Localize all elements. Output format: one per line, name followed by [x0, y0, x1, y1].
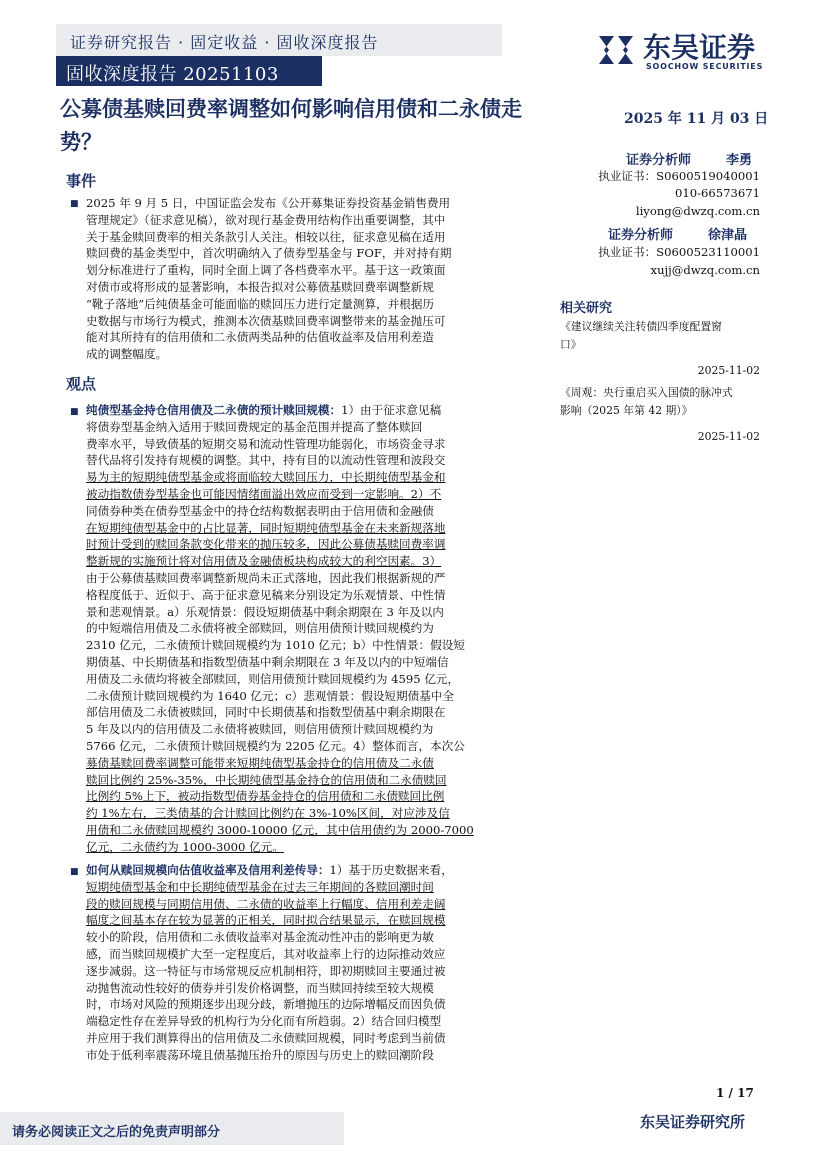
view-2-text: 段的赎回规模与同期信用债、二永债的收益率上行幅度、信用利差走阔 [86, 896, 446, 911]
view-1-bullet-icon: ■ [70, 407, 79, 417]
view-2-line [86, 912, 548, 929]
view-1-text: 用债及二永债均将被全部赎回，则信用债预计赎回规模约为 4595 亿元， [86, 671, 460, 686]
event-paragraph-line [86, 262, 548, 279]
related-item-2[interactable] [560, 384, 770, 420]
view-2-bullet-icon: ■ [70, 867, 79, 877]
view-2-text: 较小的阶段，信用债和二永债收益率对基金流动性冲击的影响更为敏 [86, 930, 434, 945]
analyst-1-phone: 010-66573671 [674, 186, 760, 200]
event-paragraph-line [86, 346, 548, 363]
related-item-1-line-1: 《建议继续关注转债四季度配置窗 [560, 320, 722, 333]
view-1-text: 同债券种类在债券型基金中的持仓结构数据表明由于信用债和金融债 [86, 503, 434, 518]
view-1-text: 格程度低于、近似于、高于征求意见稿来分别设定为乐观情景、中性情 [86, 587, 446, 602]
view-2-text: 时，市场对风险的预期逐步出现分歧，新增抛压的边际增幅反而因负债 [86, 997, 446, 1012]
view-1-line [86, 503, 548, 520]
related-item-1[interactable] [560, 318, 770, 354]
view-1-text: 整新规的实施预计将对信用债及金融债板块构成较大的利空因素。3） [86, 554, 442, 569]
view-1-line [86, 772, 548, 789]
view-1-text: 1）由于征求意见稿 [341, 403, 442, 417]
view-2-text: 端稳定性存在差异导致的机构行为分化而有所趋弱。2）结合回归模型 [86, 1014, 442, 1029]
event-paragraph-text: 2025 年 9 月 5 日，中国证监会发布《公开募集证券投资基金销售费用 [86, 196, 451, 210]
view-1-text: 募债基赎回费率调整可能带来短期纯债型基金持仓的信用债及二永债 [86, 755, 434, 770]
view-1-line [86, 637, 548, 654]
view-1-text: 由于公募债基赎回费率调整新规尚未正式落地，因此我们根据新规的严 [86, 570, 446, 585]
view-1-line [86, 570, 548, 587]
view-1-text: 替代品将引发持有规模的调整。其中，持有目的以流动性管理和波段交 [86, 453, 446, 468]
view-2-text: 市处于低利率震荡环境且债基抛压抬升的原因与历史上的赎回潮阶段 [86, 1047, 434, 1062]
view-1-line [86, 704, 548, 721]
view-1-line [86, 788, 548, 805]
view-1-line [86, 755, 548, 772]
view-1-line [86, 587, 548, 604]
view-1-line [86, 738, 548, 755]
view-1-line [86, 839, 548, 856]
event-paragraph-line [86, 329, 548, 346]
view-2-line [86, 879, 548, 896]
related-research-title: 相关研究 [560, 301, 613, 316]
event-paragraph [86, 195, 548, 363]
related-item-2-line-1: 《周观：央行重启买入国债的脉冲式 [560, 386, 733, 399]
event-paragraph-line [86, 245, 548, 262]
view-1-line [86, 688, 548, 705]
related-item-1-date: 2025-11-02 [697, 364, 760, 377]
analyst-2-license: 执业证书：S0600523110001 [598, 245, 760, 259]
view-1-text: 在短期纯债型基金中的占比显著，同时短期纯债型基金在未来新规落地 [86, 520, 446, 535]
event-paragraph-text: 管理规定》（征求意见稿），欲对现行基金费用结构作出重要调整，其中 [86, 212, 446, 227]
related-item-2-date: 2025-11-02 [697, 430, 760, 443]
event-paragraph-text: 划分标准进行了重构，同时全面上调了各档费率水平。基于这一政策面 [86, 263, 446, 278]
breadcrumb: 证券研究报告 · 固定收益 · 固收深度报告 [70, 33, 379, 52]
view-1-line [86, 436, 548, 453]
soochow-logo-icon [596, 30, 636, 70]
disclaimer-note: 请务必阅读正文之后的免责声明部分 [12, 1125, 221, 1140]
view-2-text: 并应用于我们测算得出的信用债及二永债赎回规模，同时考虑到当前债 [86, 1030, 446, 1045]
view-2-line [86, 963, 548, 980]
analyst-1-email[interactable]: liyong@dwzq.com.cn [635, 204, 760, 218]
view-2-text: 感，而当赎回规模扩大至一定程度后，其对收益率上行的边际推动效应 [86, 946, 446, 961]
view-2-lead: 如何从赎回规模向估值收益率及信用利差传导： [86, 863, 330, 877]
view-2-line [86, 929, 548, 946]
institute-name: 东吴证券研究所 [640, 1113, 746, 1131]
view-1-text: 亿元，二永债约为 1000-3000 亿元。 [86, 839, 284, 854]
view-1-text: 比例约 5%上下，被动指数型债券基金持仓的信用债和二永债赎回比例 [86, 789, 445, 804]
logo-english-name: SOOCHOW SECURITIES [646, 62, 764, 71]
view-1-line [86, 553, 548, 570]
event-paragraph-text: 对债市或将形成的显著影响，本报告拟对公募债基赎回费率调整新规 [86, 279, 434, 294]
view-1-line [86, 620, 548, 637]
view-2-paragraph [86, 862, 548, 1064]
analyst-1-role: 证券分析师 [626, 153, 692, 168]
page-number: 1 / 17 [716, 1086, 754, 1100]
report-type-label: 固收深度报告 20251103 [66, 64, 279, 85]
event-paragraph-text: 史数据与市场行为模式，推测本次债基赎回费率调整带来的基金抛压可 [86, 313, 446, 328]
view-2-text: 动抛售流动性较好的债券并引发价格调整，而当赎回持续至较大规模 [86, 980, 434, 995]
view-1-text: 赎回比例约 25%-35%，中长期纯债型基金持仓的信用债和二永债赎回 [86, 772, 447, 787]
view-2-text: 逐步减弱。这一特征与市场常规反应机制相符，即初期赎回主要通过被 [86, 963, 446, 978]
view-1-text: 被动指数债券型基金也可能因情绪面溢出效应而受到一定影响。2）不 [86, 486, 442, 501]
view-1-line [86, 520, 548, 537]
view-1-line [86, 536, 548, 553]
view-1-text: 的中短端信用债及二永债将被全部赎回，则信用债预计赎回规模约为 [86, 621, 434, 636]
event-paragraph-line [86, 296, 548, 313]
view-1-line [86, 822, 548, 839]
event-paragraph-text: 成的调整幅度。 [86, 347, 168, 362]
view-1-text: 约 1%左右，三类债基的合计赎回比例约在 3%-10%区间，对应涉及信 [86, 806, 450, 821]
view-2-line [86, 1047, 548, 1064]
related-item-2-line-2: 影响（2025 年第 42 期）》 [560, 404, 693, 417]
report-title: 公募债基赎回费率调整如何影响信用债和二永债走势？ [60, 96, 522, 154]
report-date: 2025 年 11 月 03 日 [624, 111, 769, 127]
view-1-text: 5766 亿元，二永债预计赎回规模约为 2205 亿元。4）整体而言，本次公 [86, 738, 465, 753]
logo-name: 东吴证券 [643, 31, 756, 64]
event-paragraph-line [86, 229, 548, 246]
view-1-line [86, 469, 548, 486]
view-2-line [86, 1030, 548, 1047]
view-1-line [86, 805, 548, 822]
view-1-text: 时预计受到的赎回条款变化带来的抛压较多，因此公募债基赎回费率调 [86, 537, 446, 552]
event-paragraph-line [86, 313, 548, 330]
view-1-line [86, 486, 548, 503]
view-1-text: 将债券型基金纳入适用于赎回费规定的基金范围并提高了整体赎回 [86, 419, 423, 434]
view-1-line [86, 419, 548, 436]
view-1-line [86, 671, 548, 688]
view-1-line [86, 654, 548, 671]
view-1-text: 期债基、中长期债基和指数型债基中剩余期限在 3 年及以内的中短端信 [86, 654, 449, 669]
event-paragraph-line [86, 212, 548, 229]
view-2-line [86, 946, 548, 963]
view-2-line [86, 862, 548, 879]
view-1-line [86, 402, 548, 419]
event-bullet-icon: ■ [70, 199, 79, 209]
analyst-2-name: 徐津晶 [708, 228, 748, 243]
view-1-paragraph [86, 402, 548, 856]
view-2-text: 短期纯债型基金和中长期纯债型基金在过去三年期间的各赎回潮时间 [86, 879, 434, 894]
view-1-text: 二永债预计赎回规模约为 1640 亿元；c）悲观情景：假设短期债基中全 [86, 688, 454, 703]
view-1-text: 用债和二永债赎回规模约 3000-10000 亿元，其中信用债约为 2000-7000 [86, 822, 474, 837]
view-1-line [86, 604, 548, 621]
view-2-line [86, 896, 548, 913]
view-1-text: 5 年及以内的信用债及二永债将被赎回，则信用债预计赎回规模约为 [86, 722, 434, 737]
event-paragraph-line [86, 279, 548, 296]
event-heading: 事件 [66, 172, 97, 190]
related-item-1-line-2: 口》 [560, 338, 582, 351]
event-paragraph-text: 能对其所持有的信用债和二永债两类品种的估值收益率及信用利差造 [86, 330, 434, 345]
view-2-line [86, 996, 548, 1013]
event-paragraph-line [86, 195, 548, 212]
view-1-text: 部信用债及二永债被赎回，同时中长期债基和指数型债基中剩余期限在 [86, 705, 446, 720]
view-1-line [86, 452, 548, 469]
view-1-text: 景和悲观情景。a）乐观情景：假设短期债基中剩余期限在 3 年及以内 [86, 604, 444, 619]
view-1-lead: 纯债型基金持仓信用债及二永债的预计赎回规模： [86, 403, 342, 417]
view-1-text: 2310 亿元，二永债预计赎回规模约为 1010 亿元；b）中性情景：假设短 [86, 638, 465, 653]
view-2-text: 1）基于历史数据来看， [329, 863, 453, 877]
view-1-line [86, 721, 548, 738]
event-paragraph-text: 关于基金赎回费率的相关条款引人关注。相较以往，征求意见稿在适用 [86, 229, 446, 244]
view-1-text: 易为主的短期纯债型基金或将面临较大赎回压力，中长期纯债型基金和 [86, 470, 446, 485]
views-heading: 观点 [66, 375, 97, 393]
view-2-line [86, 980, 548, 997]
analyst-1-name: 李勇 [726, 153, 753, 168]
analyst-2-role: 证券分析师 [608, 228, 674, 243]
view-2-text: 幅度之间基本存在较为显著的正相关，同时拟合结果显示，在赎回规模 [86, 913, 446, 928]
analyst-1-license: 执业证书：S0600519040001 [598, 169, 760, 183]
analyst-2-email[interactable]: xujj@dwzq.com.cn [650, 263, 760, 277]
event-paragraph-text: 赎回费的基金类型中，首次明确纳入了债券型基金与 FOF，并对持有期 [86, 246, 452, 261]
view-1-text: 费率水平，导致债基的短期交易和流动性管理功能弱化，市场资金寻求 [86, 436, 446, 451]
event-paragraph-text: “靴子落地”后纯债基金可能面临的赎回压力进行定量测算，并根据历 [86, 296, 435, 311]
view-2-line [86, 1013, 548, 1030]
